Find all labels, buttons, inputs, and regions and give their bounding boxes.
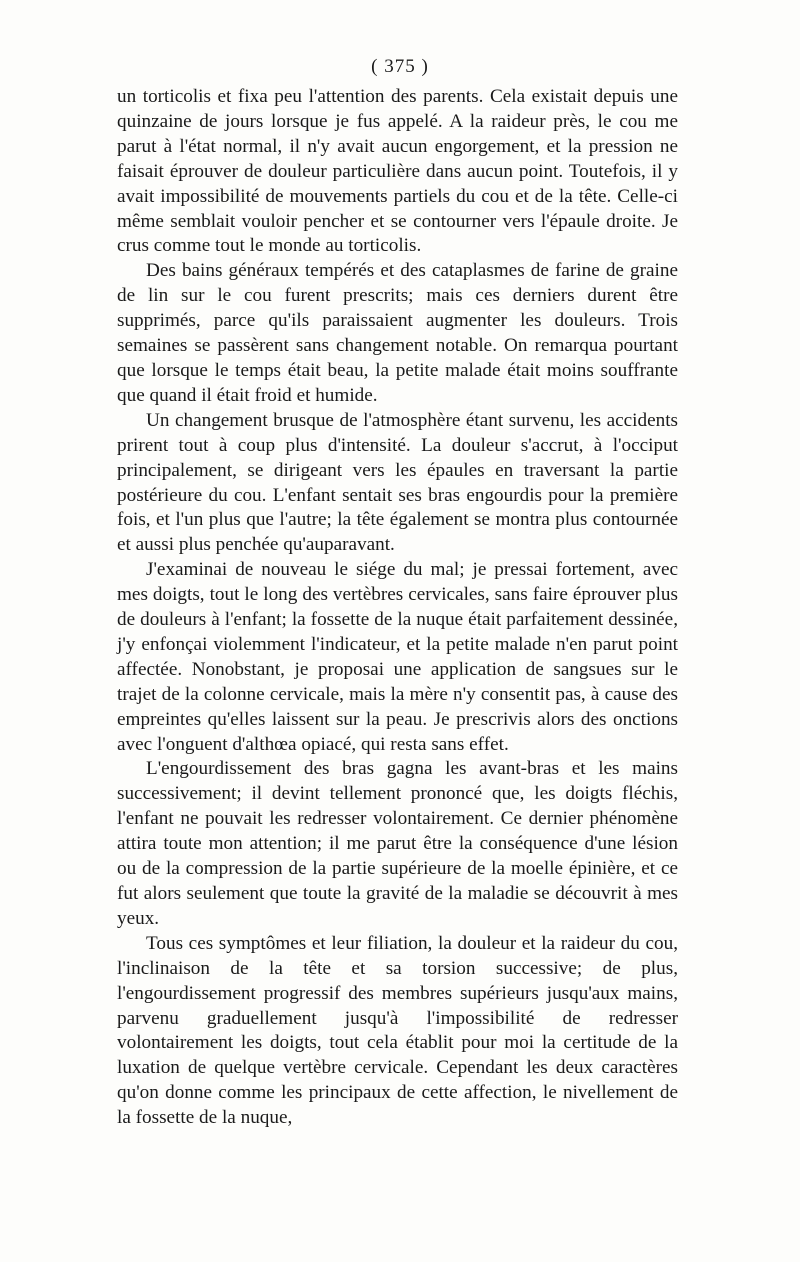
body-text: [117, 85, 678, 1131]
paragraph-1: un torticolis et fixa peu l'attention des parents. Cela existait depuis une quinzaine de jours lorsque je fus appelé. A la raideur près, le cou me parut à l'état normal, il n'y avait aucun engorgement, et la pression ne faisait éprouver de douleur particulière dans aucun point. Toutefois, il y avait impossibilité de mouvements partiels du cou et de la tête. Celle-ci même semblait vouloir pencher et se contourner vers l'épaule droite. Je crus comme tout le monde au torticolis.: [117, 86, 678, 257]
paragraph-5: L'engourdissement des bras gagna les avant-bras et les mains successivement; il devint tellement prononcé que, les doigts fléchis, l'enfant ne pouvait les redresser volontairement. Ce dernier phénomène attira toute mon attention; il me parut être la conséquence d'une lésion ou de la compression de la partie supérieure de la moelle épinière, et ce fut alors seulement que toute la gravité de la maladie se découvrit à mes yeux.: [117, 758, 678, 929]
paragraph-2: Des bains généraux tempérés et des cataplasmes de farine de graine de lin sur le cou furent prescrits; mais ces derniers durent être supprimés, parce qu'ils paraissaient augmenter les douleurs. Trois semaines se passèrent sans changement notable. On remarqua pourtant que lorsque le temps était beau, la petite malade était moins souffrante que quand il était froid et humide.: [117, 260, 678, 406]
paragraph-4: J'examinai de nouveau le siége du mal; je pressai fortement, avec mes doigts, tout le long des vertèbres cervicales, sans faire éprouver plus de douleurs à l'enfant; la fossette de la nuque était parfaitement dessinée, j'y enfonçai violemment l'indicateur, et la petite malade n'en parut point affectée. Nonobstant, je proposai une application de sangsues sur le trajet de la colonne cervicale, mais la mère n'y consentit pas, à cause des empreintes qu'elles laissent sur la peau. Je prescrivis alors des onctions avec l'onguent d'althœa opiacé, qui resta sans effet.: [117, 559, 678, 755]
paragraph-6: Tous ces symptômes et leur filiation, la douleur et la raideur du cou, l'inclinaison de la tête et sa torsion successive; de plus, l'engourdissement progressif des membres supérieurs jusqu'aux mains, parvenu graduellement jusqu'à l'impossibilité de redresser volontairement les doigts, tout cela établit pour moi la certitude de la luxation de quelque vertèbre cervicale. Cependant les deux caractères qu'on donne comme les principaux de cette affection, le nivellement de la fossette de la nuque,: [117, 932, 678, 1129]
page-number: ( 375 ): [371, 56, 429, 77]
paragraph-3: Un changement brusque de l'atmosphère étant survenu, les accidents prirent tout à coup plus d'intensité. La douleur s'accrut, à l'occiput principalement, se dirigeant vers les épaules en traversant la partie postérieure du cou. L'enfant sentait ses bras engourdis pour la première fois, et l'un plus que l'autre; la tête également se montra plus contournée et aussi plus penchée qu'auparavant.: [117, 409, 678, 556]
